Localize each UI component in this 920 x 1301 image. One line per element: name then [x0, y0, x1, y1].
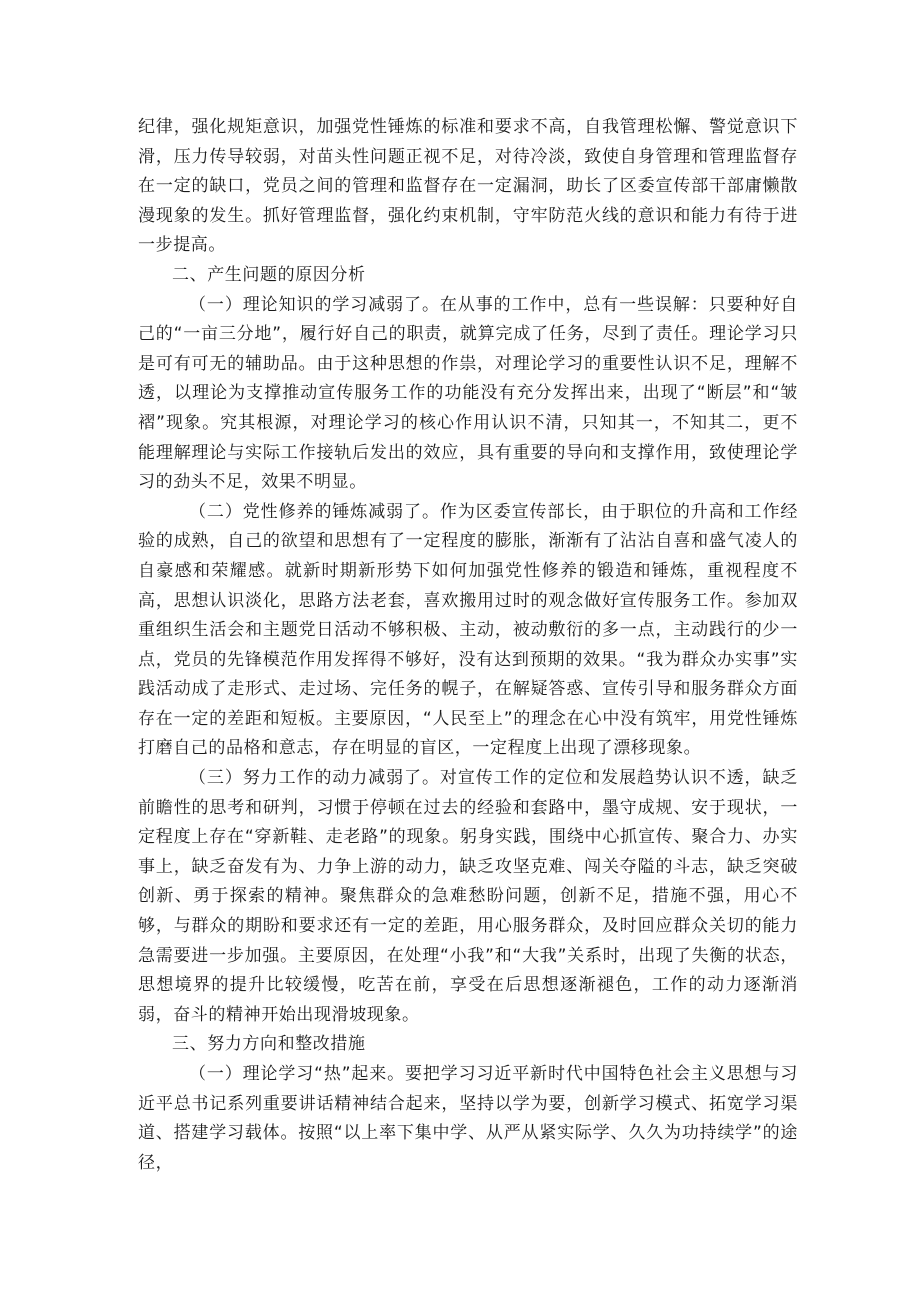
paragraph-work-motivation: （三）努力工作的动力减弱了。对宣传工作的定位和发展趋势认识不透，缺乏前瞻性的思考和研判，习惯于停顿在过去的经验和套路中，墨守成规、安于现状，一定程度上存在“穿新鞋、走老路”的现象。躬身实践，围绕中心抓宣传、聚合力、办实事上，缺乏奋发有为、力争上游的动力，缺乏攻坚克难、闯关夺隘的斗志，缺乏突破创新、勇于探索的精神。聚焦群众的急难愁盼问题，创新不足，措施不强，用心不够，与群众的期盼和要求还有一定的差距，用心服务群众，及时回应群众关切的能力急需要进一步加强。主要原因，在处理“小我”和“大我”关系时，出现了失衡的状态，思想境界的提升比较缓慢，吃苦在前，享受在后思想逐渐褪色，工作的动力逐渐消弱，奋斗的精神开始出现滑坡现象。 — [138, 768, 798, 1025]
paragraph-party-spirit: （二）党性修养的锤炼减弱了。作为区委宣传部长，由于职位的升高和工作经验的成熟，自己的欲望和思想有了一定程度的膨胀，渐渐有了沾沾自喜和盛气凌人的自豪感和荣耀感。就新时期新形势下如何加强党性修养的锻造和锤炼，重视程度不高，思想认识淡化，思路方法老套，喜欢搬用过时的观念做好宣传服务工作。参加双重组织生活会和主题党日活动不够积极、主动，被动敷衍的多一点，主动践行的少一点，党员的先锋模范作用发挥得不够好，没有达到预期的效果。“我为群众办实事”实践活动成了走形式、走过场、完任务的幌子，在解疑答惑、宣传引导和服务群众方面存在一定的差距和短板。主要原因，“人民至上”的理念在心中没有筑牢，用党性锤炼打磨自己的品格和意志，存在明显的盲区，一定程度上出现了漂移现象。 — [138, 501, 798, 759]
paragraph-theory-hot: （一）理论学习“热”起来。要把学习习近平新时代中国特色社会主义思想与习近平总书记系列重要讲话精神结合起来，坚持以学为要，创新学习模式、拓宽学习渠道、搭建学习载体。按照“以上率下集中学、从严从紧实际学、久久为功持续学”的途径， — [138, 1064, 798, 1173]
heading-cause-analysis: 二、产生问题的原因分析 — [172, 264, 366, 285]
document-body — [138, 113, 798, 1178]
paragraph-theory-study: （一）理论知识的学习减弱了。在从事的工作中，总有一些误解：只要种好自己的“一亩三分地”，履行好自己的职责，就算完成了任务，尽到了责任。理论学习只是可有可无的辅助品。由于这种思想的作祟，对理论学习的重要性认识不足，理解不透，以理论为支撑推动宣传服务工作的功能没有充分发挥出来，出现了“断层”和“皱褶”现象。究其根源，对理论学习的核心作用认识不清，只知其一，不知其二，更不能理解理论与实际工作接轨后发出的效应，具有重要的导向和支撑作用，致使理论学习的劲头不足，效果不明显。 — [138, 294, 798, 493]
paragraph-discipline: 纪律，强化规矩意识，加强党性锤炼的标准和要求不高，自我管理松懈、警觉意识下滑，压力传导较弱，对苗头性问题正视不足，对待冷淡，致使自身管理和管理监督存在一定的缺口，党员之间的管理和监督存在一定漏洞，助长了区委宣传部干部庸懒散漫现象的发生。抓好管理监督，强化约束机制，守牢防范火线的意识和能力有待于进一步提高。 — [138, 117, 798, 256]
heading-rectification-measures: 三、努力方向和整改措施 — [172, 1034, 366, 1055]
